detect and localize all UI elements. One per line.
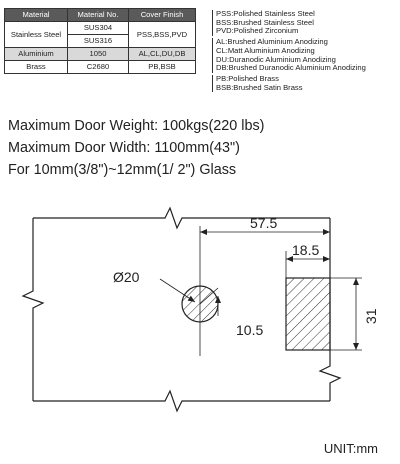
legend-line: PSS:Polished Stainless Steel bbox=[216, 9, 315, 18]
glass-thickness: For 10mm(3/8")~12mm(1/ 2") Glass bbox=[8, 162, 237, 178]
header-cover-finish: Cover Finish bbox=[129, 9, 196, 22]
cell-aluminium-material: Aluminium bbox=[5, 48, 68, 61]
cell-stainless-finish: PSS,BSS,PVD bbox=[129, 22, 196, 48]
table-row bbox=[5, 61, 196, 74]
cell-sus304: SUS304 bbox=[68, 22, 129, 35]
legend-line: BSB:Brushed Satin Brass bbox=[216, 82, 303, 92]
legend-line: PVD:Polished Zirconium bbox=[216, 26, 299, 36]
cell-sus316: SUS316 bbox=[68, 35, 129, 48]
table-row bbox=[5, 22, 196, 35]
legend-line: AL:Brushed Aluminium Anodizing bbox=[216, 37, 328, 47]
glass-slot bbox=[286, 278, 330, 350]
max-door-width: Maximum Door Width: 1100mm(43") bbox=[8, 140, 240, 156]
cell-aluminium-finish: AL,CL,DU,DB bbox=[129, 48, 196, 61]
specifications bbox=[8, 115, 264, 181]
legend-line: DU:Duranodic Aluminium Anodizing bbox=[216, 54, 336, 64]
table-row bbox=[5, 48, 196, 61]
legend-group-brass bbox=[212, 75, 366, 92]
table-header-row bbox=[5, 9, 196, 22]
dim-31-label: 31 bbox=[363, 308, 379, 324]
dim-10-5-label: 10.5 bbox=[236, 322, 264, 338]
cell-brass-material: Brass bbox=[5, 61, 68, 74]
legend-line: DB:Brushed Duranodic Aluminium Anodizing bbox=[216, 63, 366, 73]
cell-aluminium-number: 1050 bbox=[68, 48, 129, 61]
material-table bbox=[4, 8, 196, 74]
max-door-weight: Maximum Door Weight: 100kgs(220 lbs) bbox=[8, 118, 265, 134]
legend-line: BSS:Brushed Stainless Steel bbox=[216, 17, 314, 27]
legend-line: CL:Matt Aluminium Anodizing bbox=[216, 45, 315, 55]
dim-diameter-label: Ø20 bbox=[113, 269, 140, 285]
cell-stainless-material: Stainless Steel bbox=[5, 22, 68, 48]
technical-drawing bbox=[0, 196, 400, 441]
header-material: Material bbox=[5, 9, 68, 22]
cell-brass-number: C2680 bbox=[68, 61, 129, 74]
header-material-no: Material No. bbox=[68, 9, 129, 22]
dim-18-5-label: 18.5 bbox=[292, 242, 320, 258]
legend-group-aluminium bbox=[212, 38, 366, 73]
cell-brass-finish: PB,BSB bbox=[129, 61, 196, 74]
unit-label: UNIT:mm bbox=[323, 441, 378, 456]
dim-57-5-label: 57.5 bbox=[250, 215, 278, 231]
legend-line: PB:Polished Brass bbox=[216, 73, 279, 83]
finish-legend bbox=[212, 10, 366, 94]
legend-group-stainless bbox=[212, 10, 366, 36]
